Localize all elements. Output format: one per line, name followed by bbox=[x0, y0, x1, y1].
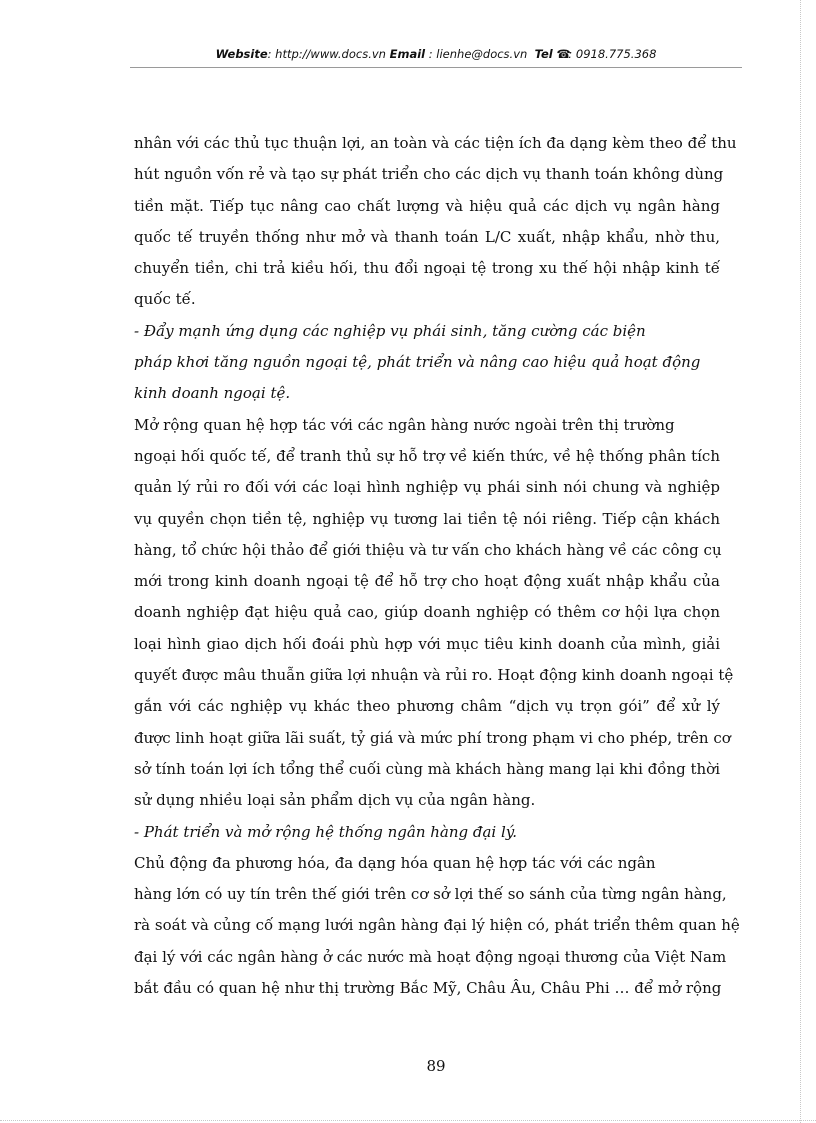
text-line: quản lý rủi ro đối với các loại hình nghiệp vụ phái sinh nói chung và nghiệp bbox=[134, 478, 720, 497]
page-edge-bottom bbox=[0, 1120, 816, 1121]
page-header bbox=[130, 47, 742, 61]
text-line: hàng, tổ chức hội thảo để giới thiệu và tư vấn cho khách hàng về các công cụ bbox=[134, 540, 722, 559]
text-line: vụ quyền chọn tiền tệ, nghiệp vụ tương lai tiền tệ nói riêng. Tiếp cận khách bbox=[134, 509, 720, 528]
website-label: Website bbox=[215, 47, 268, 61]
page-edge-right bbox=[800, 0, 801, 1123]
email-value: : lienhe@docs.vn bbox=[428, 47, 528, 61]
website-value: : http://www.docs.vn bbox=[267, 47, 386, 61]
text-line: mới trong kinh doanh ngoại tệ để hỗ trợ cho hoạt động xuất nhập khẩu của bbox=[134, 572, 720, 591]
italic-heading-line: kinh doanh ngoại tệ. bbox=[134, 384, 291, 403]
text-line: chuyển tiền, chi trả kiều hối, thu đổi ngoại tệ trong xu thế hội nhập kinh tế bbox=[134, 259, 720, 278]
italic-heading-line: - Đẩy mạnh ứng dụng các nghiệp vụ phái sinh, tăng cường các biện bbox=[134, 321, 646, 340]
italic-heading-line: pháp khơi tăng nguồn ngoại tệ, phát triển và nâng cao hiệu quả hoạt động bbox=[134, 353, 701, 372]
text-line: doanh nghiệp đạt hiệu quả cao, giúp doanh nghiệp có thêm cơ hội lựa chọn bbox=[134, 603, 720, 622]
text-line: đại lý với các ngân hàng ở các nước mà hoạt động ngoại thương của Việt Nam bbox=[134, 947, 727, 966]
text-line: Mở rộng quan hệ hợp tác với các ngân hàng nước ngoài trên thị trường bbox=[134, 415, 675, 434]
text-line: hàng lớn có uy tín trên thế giới trên cơ sở lợi thế so sánh của từng ngân hàng, bbox=[134, 885, 727, 904]
text-line: nhân với các thủ tục thuận lợi, an toàn và các tiện ích đa dạng kèm theo để thu bbox=[134, 134, 737, 152]
text-line: sử dụng nhiều loại sản phẩm dịch vụ của ngân hàng. bbox=[134, 791, 536, 810]
text-line: Chủ động đa phương hóa, đa dạng hóa quan hệ hợp tác với các ngân bbox=[134, 853, 656, 872]
italic-heading-line: - Phát triển và mở rộng hệ thống ngân hàng đại lý. bbox=[134, 822, 518, 841]
header-divider bbox=[130, 67, 742, 68]
text-line: hút nguồn vốn rẻ và tạo sự phát triển cho các dịch vụ thanh toán không dùng bbox=[134, 165, 724, 184]
text-line: quốc tế truyền thống như mở và thanh toán L/C xuất, nhập khẩu, nhờ thu, bbox=[134, 227, 720, 246]
tel-value: : 0918.775.368 bbox=[568, 47, 657, 61]
text-line: sở tính toán lợi ích tổng thể cuối cùng mà khách hàng mang lại khi đồng thời bbox=[134, 759, 720, 778]
text-line: quốc tế. bbox=[134, 290, 196, 309]
page-number: 89 bbox=[426, 1057, 446, 1075]
text-line: rà soát và củng cố mạng lưới ngân hàng đại lý hiện có, phát triển thêm quan hệ bbox=[134, 916, 740, 935]
body-text bbox=[134, 130, 740, 1006]
phone-icon: ☎ bbox=[556, 47, 571, 61]
text-line: bắt đầu có quan hệ như thị trường Bắc Mỹ, Châu Âu, Châu Phi … để mở rộng bbox=[134, 979, 722, 998]
text-line: quyết được mâu thuẫn giữa lợi nhuận và rủi ro. Hoạt động kinh doanh ngoại tệ bbox=[134, 666, 734, 685]
tel-label: Tel bbox=[534, 47, 553, 61]
text-line: ngoại hối quốc tế, để tranh thủ sự hỗ trợ về kiến thức, về hệ thống phân tích bbox=[134, 446, 720, 465]
text-line: loại hình giao dịch hối đoái phù hợp với mục tiêu kinh doanh của mình, giải bbox=[134, 634, 720, 653]
text-line: được linh hoạt giữa lãi suất, tỷ giá và mức phí trong phạm vi cho phép, trên cơ bbox=[134, 728, 731, 747]
text-line: tiền mặt. Tiếp tục nâng cao chất lượng và hiệu quả các dịch vụ ngân hàng bbox=[134, 196, 720, 215]
text-line: gắn với các nghiệp vụ khác theo phương châm “dịch vụ trọn gói” để xử lý bbox=[134, 697, 720, 716]
email-label: Email bbox=[389, 47, 426, 61]
